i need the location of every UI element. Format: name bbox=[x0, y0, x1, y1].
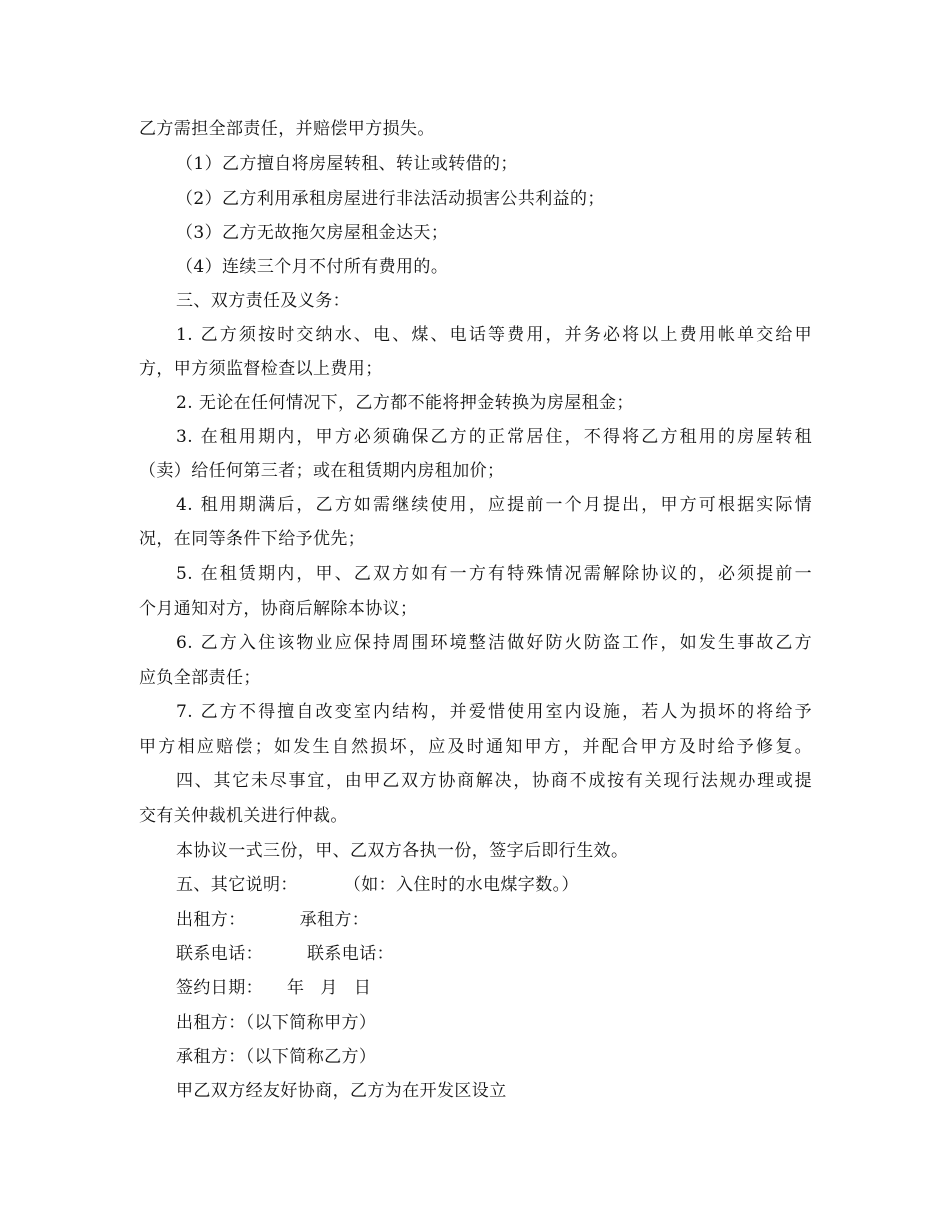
paragraph-line: 方，甲方须监督检查以上费用； bbox=[139, 359, 383, 379]
paragraph-line: 本协议一式三份，甲、乙双方各执一份，签字后即行生效。 bbox=[176, 841, 629, 861]
other-notes-line bbox=[176, 874, 579, 896]
paragraph-line: 乙方需担全部责任，并赔偿甲方损失。 bbox=[139, 119, 435, 139]
sign-date-year: 年 bbox=[287, 978, 305, 998]
list-item: （3）乙方无故拖欠房屋租金达天； bbox=[176, 223, 449, 243]
paragraph-line: 2. 无论在任何情况下，乙方都不能将押金转换为房屋租金； bbox=[176, 393, 634, 413]
paragraph-line: 应负全部责任； bbox=[139, 668, 261, 688]
paragraph-line: 甲方相应赔偿；如发生自然损坏，应及时通知甲方，并配合甲方及时给予修复。 bbox=[139, 737, 812, 757]
paragraph-line: 四、其它未尽事宜，由甲乙双方协商解决，协商不成按有关现行法规办理或提 bbox=[176, 771, 812, 791]
paragraph-line: 3. 在租用期内，甲方必须确保乙方的正常居住，不得将乙方租用的房屋转租 bbox=[176, 427, 812, 447]
sign-date-month: 月 bbox=[320, 978, 338, 998]
paragraph-line: 况，在同等条件下给予优先； bbox=[139, 529, 366, 549]
paragraph-line: 6. 乙方入住该物业应保持周围环境整洁做好防火防盗工作，如发生事故乙方 bbox=[176, 633, 812, 653]
paragraph-line: 7. 乙方不得擅自改变室内结构，并爱惜使用室内设施，若人为损坏的将给予 bbox=[176, 702, 812, 722]
paragraph-line: 个月通知对方，协商后解除本协议； bbox=[139, 599, 418, 619]
lessee-label: 承租方： bbox=[299, 910, 370, 930]
paragraph-line: 1. 乙方须按时交纳水、电、煤、电话等费用，并务必将以上费用帐单交给甲 bbox=[176, 325, 812, 345]
other-notes-label: 五、其它说明： bbox=[176, 875, 298, 895]
closing-line: 甲乙双方经友好协商，乙方为在开发区设立 bbox=[176, 1081, 507, 1101]
party-signature-line bbox=[176, 909, 369, 931]
section-heading: 三、双方责任及义务： bbox=[176, 291, 350, 311]
list-item: （4）连续三个月不付所有费用的。 bbox=[176, 257, 449, 277]
sign-date-label: 签约日期： bbox=[176, 978, 263, 998]
lessee-phone-label: 联系电话： bbox=[307, 944, 394, 964]
paragraph-line: 交有关仲裁机关进行仲裁。 bbox=[139, 806, 348, 826]
lessee-party-line: 承租方：（以下简称乙方） bbox=[176, 1047, 377, 1067]
other-notes-example: （如：入住时的水电煤字数。） bbox=[343, 875, 579, 895]
sign-date-day: 日 bbox=[353, 978, 372, 998]
paragraph-line: 4. 租用期满后，乙方如需继续使用，应提前一个月提出，甲方可根据实际情 bbox=[176, 495, 812, 515]
paragraph-line: 5. 在租赁期内，甲、乙双方如有一方有特殊情况需解除协议的，必须提前一 bbox=[176, 564, 812, 584]
list-item: （1）乙方擅自将房屋转租、转让或转借的； bbox=[176, 154, 518, 174]
lessor-party-line: 出租方：（以下简称甲方） bbox=[176, 1013, 377, 1033]
lessor-label: 出租方： bbox=[176, 910, 246, 930]
list-item: （2）乙方利用承租房屋进行非法活动损害公共利益的； bbox=[176, 189, 605, 209]
lessor-phone-label: 联系电话： bbox=[176, 944, 263, 964]
phone-line bbox=[176, 943, 394, 965]
paragraph-line: （卖）给任何第三者；或在租赁期内房租加价； bbox=[139, 461, 505, 481]
sign-date-line bbox=[176, 977, 371, 999]
